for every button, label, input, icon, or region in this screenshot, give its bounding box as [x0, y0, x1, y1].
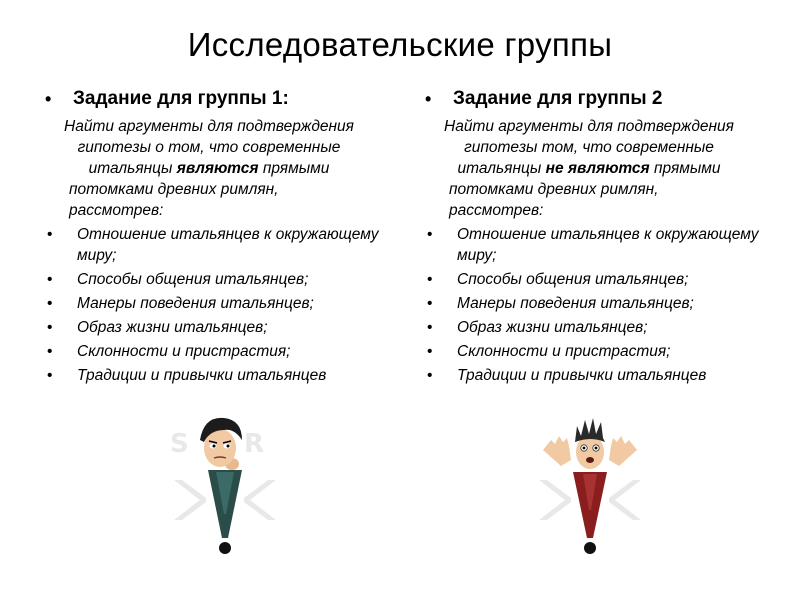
surprised-man-exclamation-icon — [525, 410, 655, 560]
bullet-icon: • — [47, 295, 53, 312]
intro-emphasis: являются — [176, 160, 259, 177]
intro-line: гипотезы о том, что современные — [77, 139, 341, 156]
group-1-heading-prefix: Задание для группы — [73, 88, 272, 109]
bullet-icon: • — [427, 226, 433, 243]
intro-line: итальянцы — [88, 160, 177, 177]
bullet-icon: • — [427, 295, 433, 312]
intro-line: итальянцы — [457, 160, 546, 177]
group-2-heading-number: 2 — [651, 88, 663, 109]
bullet-icon: • — [427, 271, 433, 288]
intro-line: Найти аргументы для подтверждения — [64, 118, 354, 135]
group-1-column — [33, 86, 393, 389]
list-item: • Манеры поведения итальянцев; — [427, 295, 694, 312]
list-item: • Способы общения итальянцев; — [427, 271, 689, 288]
bullet-icon: • — [47, 226, 53, 243]
group-1-task-text — [33, 116, 385, 221]
intro-emphasis: не являются — [545, 160, 650, 177]
list-item: • Склонности и пристрастия; — [47, 343, 291, 360]
svg-text:S: S — [170, 429, 189, 459]
list-item: • Образ жизни итальянцев; — [47, 319, 268, 336]
intro-line: гипотезы том, что современные — [464, 139, 714, 156]
bullet-icon: • — [47, 367, 53, 384]
list-item: • Традиции и привычки итальянцев — [47, 367, 327, 384]
group-1-heading — [33, 86, 393, 112]
list-item: • Отношение итальянцев к окружающему миру; — [47, 226, 379, 264]
bullet-icon: • — [47, 271, 53, 288]
group-2-heading-prefix: Задание для группы — [453, 88, 652, 109]
list-item: • Традиции и привычки итальянцев — [427, 367, 707, 384]
bullet-icon: • — [427, 367, 433, 384]
bullet-icon: • — [427, 319, 433, 336]
bullet-icon: • — [45, 89, 52, 109]
group-2-task-text — [413, 116, 765, 221]
list-item: • Манеры поведения итальянцев; — [47, 295, 314, 312]
list-item: • Способы общения итальянцев; — [47, 271, 309, 288]
group-2-aspect-list — [413, 224, 773, 386]
group-1-aspect-list — [33, 224, 393, 386]
bullet-icon: • — [425, 89, 432, 109]
thinking-man-exclamation-icon — [160, 410, 290, 560]
intro-line: потомками древних римлян, — [69, 181, 279, 198]
group-2-heading — [413, 86, 773, 112]
group-2-column — [413, 86, 773, 389]
intro-line: прямыми — [649, 160, 721, 177]
bullet-icon: • — [47, 319, 53, 336]
list-item: • Образ жизни итальянцев; — [427, 319, 648, 336]
bullet-icon: • — [427, 343, 433, 360]
intro-line: прямыми — [258, 160, 330, 177]
group-1-heading-number: 1: — [271, 88, 289, 109]
list-item: • Отношение итальянцев к окружающему миру; — [427, 226, 759, 264]
svg-text:R: R — [244, 429, 265, 459]
slide-title: Исследовательские группы — [187, 26, 613, 63]
bullet-icon: • — [47, 343, 53, 360]
intro-line: рассмотрев: — [449, 202, 544, 219]
list-item: • Склонности и пристрастия; — [427, 343, 671, 360]
intro-line: рассмотрев: — [69, 202, 164, 219]
intro-line: потомками древних римлян, — [449, 181, 659, 198]
intro-line: Найти аргументы для подтверждения — [444, 118, 734, 135]
